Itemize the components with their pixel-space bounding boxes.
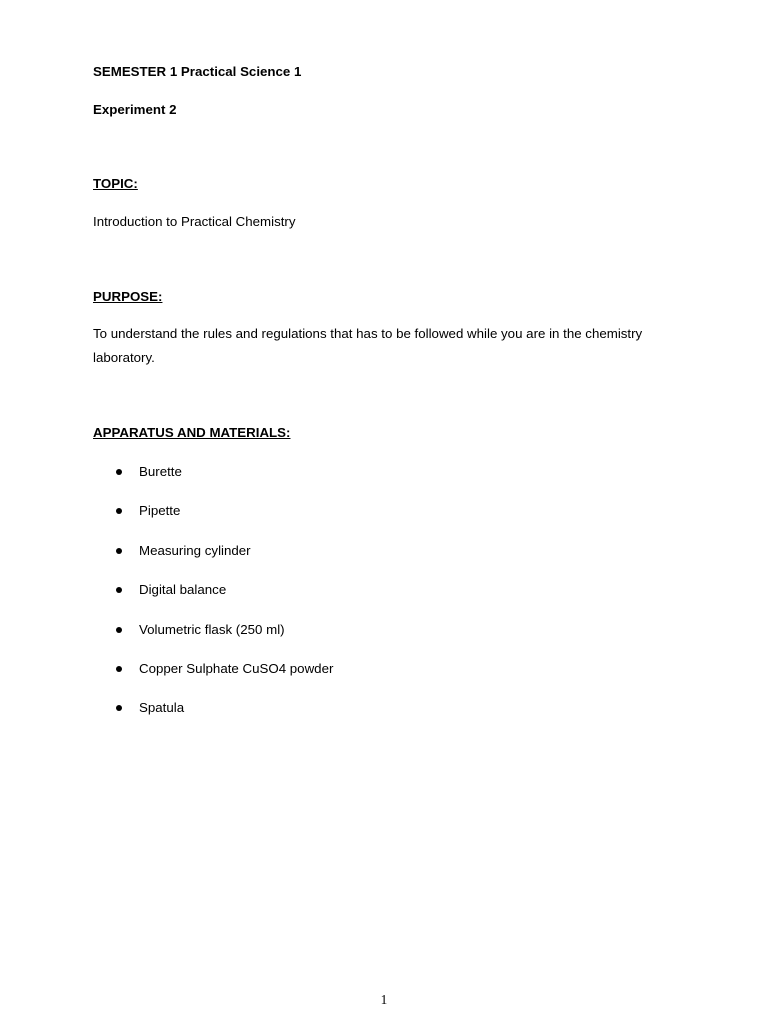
- list-item-label: Spatula: [139, 700, 185, 715]
- bullet-icon: [116, 469, 122, 475]
- course-title: SEMESTER 1 Practical Science 1: [93, 64, 302, 79]
- list-item: [0, 582, 600, 598]
- list-item-label: Digital balance: [139, 582, 227, 597]
- bullet-icon: [116, 666, 122, 672]
- list-item: [0, 700, 600, 716]
- bullet-icon: [116, 587, 122, 593]
- list-item: [0, 543, 600, 559]
- list-item: [0, 503, 600, 519]
- list-item: [0, 464, 600, 480]
- bullet-icon: [116, 548, 122, 554]
- bullet-icon: [116, 508, 122, 514]
- purpose-heading: PURPOSE:: [93, 289, 163, 304]
- bullet-icon: [116, 627, 122, 633]
- list-item-label: Copper Sulphate CuSO4 powder: [139, 661, 334, 676]
- experiment-title: Experiment 2: [93, 102, 177, 117]
- list-item: [0, 661, 600, 677]
- purpose-text: To understand the rules and regulations that has to be followed while you are in the chemistry laboratory.: [93, 326, 643, 365]
- apparatus-heading: APPARATUS AND MATERIALS:: [93, 425, 291, 440]
- topic-text: Introduction to Practical Chemistry: [93, 214, 296, 229]
- bullet-icon: [116, 705, 122, 711]
- list-item: [0, 622, 600, 638]
- page-number: 1: [380, 992, 388, 1007]
- list-item-label: Pipette: [139, 503, 181, 518]
- topic-heading: TOPIC:: [93, 176, 138, 191]
- list-item-label: Volumetric flask (250 ml): [139, 622, 285, 637]
- list-item-label: Measuring cylinder: [139, 543, 251, 558]
- list-item-label: Burette: [139, 464, 182, 479]
